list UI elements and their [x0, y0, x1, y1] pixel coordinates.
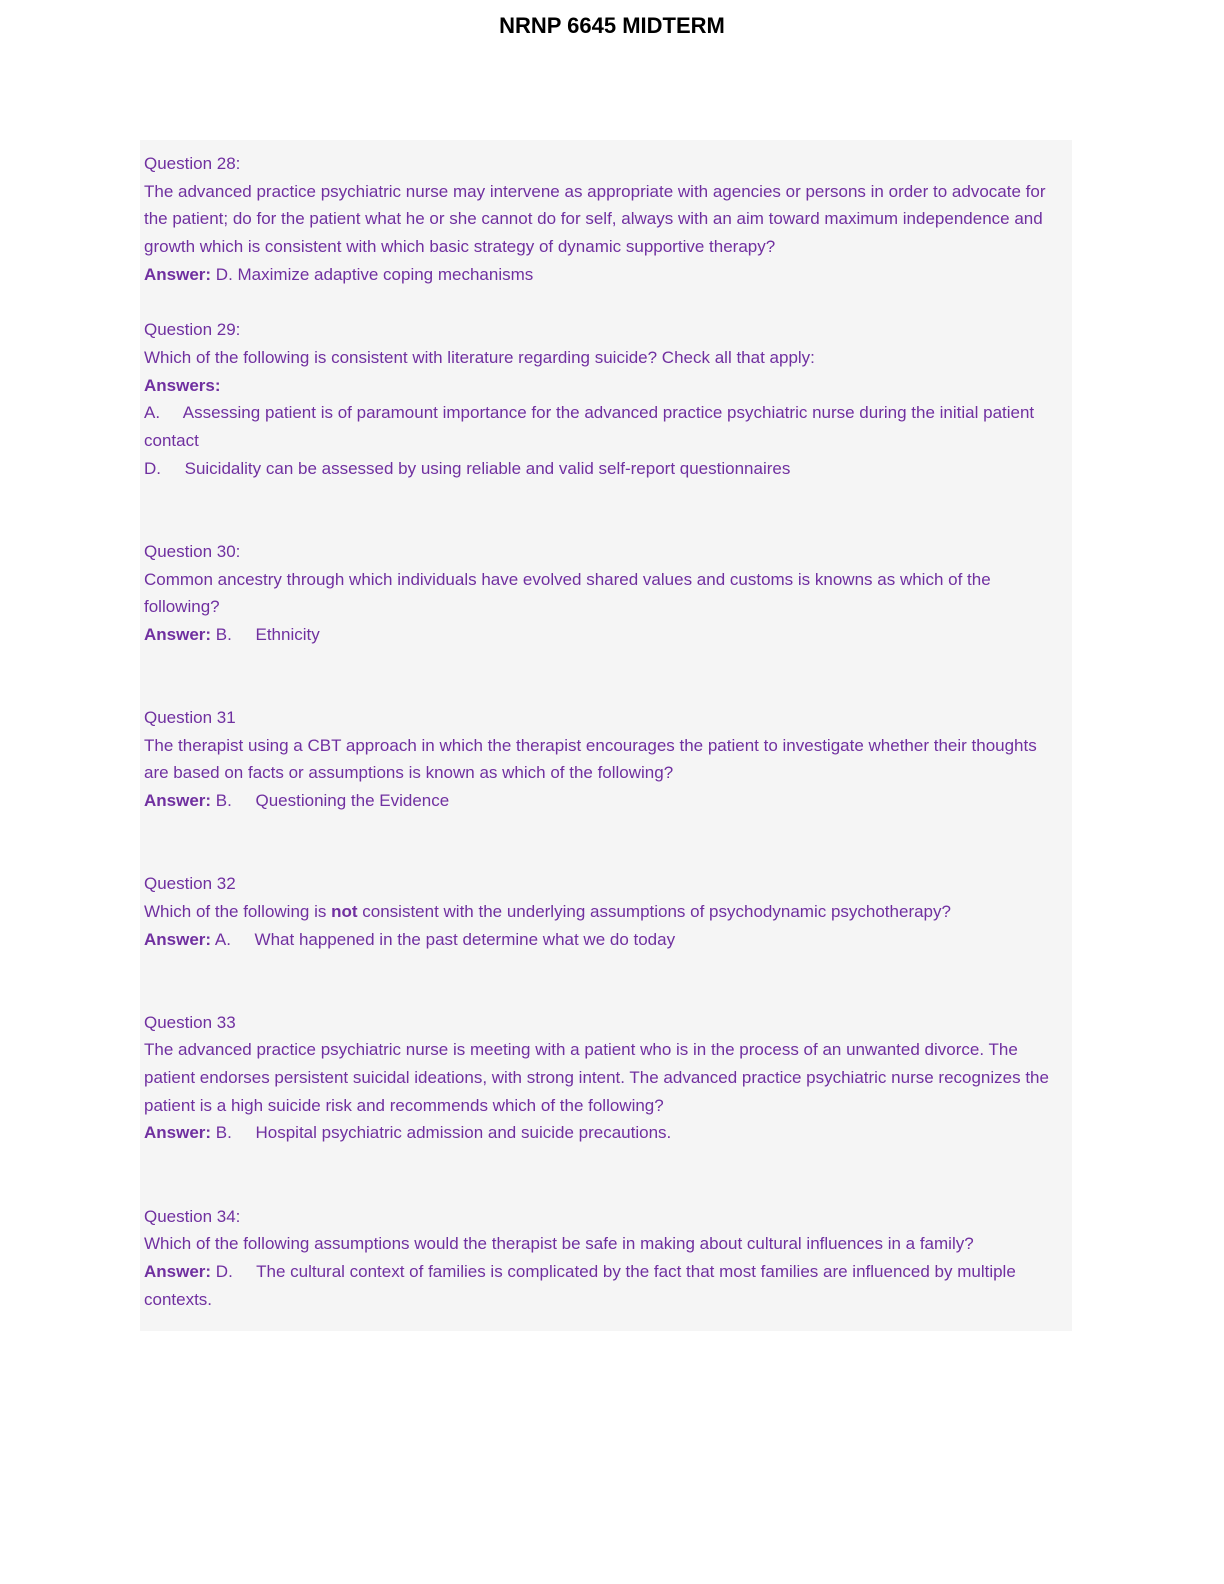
- text-segment: consistent with the underlying assumptions of psychodynamic psychotherapy?: [357, 901, 951, 921]
- document-title: NRNP 6645 MIDTERM: [499, 13, 725, 38]
- blank-line: [144, 815, 1064, 843]
- text-segment: Which of the following is consistent with literature regarding suicide? Check all that apply:: [144, 347, 815, 367]
- text-segment: D. The cultural context of families is complicated by the fact that most families are influenced by multiple contexts.: [144, 1261, 1021, 1309]
- blank-line: [144, 1147, 1064, 1175]
- question-heading: Question 29:: [144, 320, 241, 340]
- question-block: [144, 1009, 1064, 1203]
- bold-text-segment: Answer:: [144, 624, 212, 644]
- text-segment: B. Questioning the Evidence: [211, 791, 450, 811]
- question-heading: Question 30:: [144, 541, 241, 561]
- blank-line: [144, 1175, 1064, 1203]
- bold-text-segment: Answer:: [144, 1123, 212, 1143]
- bold-text-segment: not: [331, 901, 358, 921]
- text-segment: The advanced practice psychiatric nurse may intervene as appropriate with agencies or persons in order to advocate for the patient; do for the patient what he or she cannot do for self, always with an aim toward maximum independence and growth which is consistent with which basic strategy of dynamic supportive therapy?: [144, 181, 1051, 257]
- question-line: [144, 1258, 1064, 1313]
- bold-text-segment: Answer:: [144, 1261, 212, 1281]
- question-line: [144, 399, 1064, 454]
- question-line: [144, 566, 1064, 621]
- question-line: [144, 1230, 1064, 1258]
- question-line: [144, 1119, 1064, 1147]
- blank-line: [144, 649, 1064, 677]
- blank-line: [144, 842, 1064, 870]
- text-segment: Which of the following assumptions would the therapist be safe in making about cultural influences in a family?: [144, 1234, 974, 1254]
- question-line: [144, 261, 1064, 289]
- questions-container: [140, 140, 1072, 1331]
- text-segment: A. What happened in the past determine what we do today: [211, 929, 676, 949]
- text-segment: B. Hospital psychiatric admission and suicide precautions.: [211, 1123, 672, 1143]
- question-line: [144, 1036, 1064, 1119]
- blank-line: [144, 676, 1064, 704]
- text-segment: B. Ethnicity: [211, 624, 320, 644]
- question-block: [144, 150, 1064, 316]
- question-line: [144, 372, 1064, 400]
- blank-line: [144, 510, 1064, 538]
- question-block: [144, 704, 1064, 870]
- blank-line: [144, 953, 1064, 981]
- question-line: [144, 787, 1064, 815]
- text-segment: D. Suicidality can be assessed by using reliable and valid self-report questionnaires: [144, 458, 791, 478]
- text-segment: A. Assessing patient is of paramount importance for the advanced practice psychiatric nurse during the initial patient contact: [144, 403, 1039, 451]
- question-line: [144, 926, 1064, 954]
- question-heading: Question 33: [144, 1012, 236, 1032]
- bold-text-segment: Answer:: [144, 929, 212, 949]
- text-segment: The advanced practice psychiatric nurse is meeting with a patient who is in the process of an unwanted divorce. The patient endorses persistent suicidal ideations, with strong intent. The advanced practice psychiatric nurse recognizes the patient is a high suicide risk and recommends which of the following?: [144, 1040, 1054, 1115]
- text-segment: The therapist using a CBT approach in which the therapist encourages the patient to investigate whether their thoughts are based on facts or assumptions is known as which of the following?: [144, 735, 1042, 783]
- question-block: [144, 1203, 1064, 1314]
- question-line: [144, 344, 1064, 372]
- bold-text-segment: Answer:: [144, 264, 212, 284]
- question-block: [144, 538, 1064, 704]
- bold-text-segment: Answer:: [144, 791, 212, 811]
- question-heading: Question 31: [144, 707, 236, 727]
- question-line: [144, 455, 1064, 483]
- question-line: [144, 898, 1064, 926]
- question-line: [144, 732, 1064, 787]
- question-heading: Question 32: [144, 874, 236, 894]
- question-block: [144, 870, 1064, 1008]
- question-line: [144, 178, 1064, 261]
- question-heading: Question 28:: [144, 154, 241, 173]
- text-segment: D. Maximize adaptive coping mechanisms: [211, 264, 534, 284]
- question-block: [144, 316, 1064, 538]
- blank-line: [144, 482, 1064, 510]
- blank-line: [144, 981, 1064, 1009]
- question-line: [144, 621, 1064, 649]
- text-segment: Which of the following is: [144, 901, 332, 921]
- question-heading: Question 34:: [144, 1206, 241, 1226]
- bold-text-segment: Answers:: [144, 375, 221, 395]
- text-segment: Common ancestry through which individuals have evolved shared values and customs is knowns as which of the following?: [144, 569, 996, 617]
- blank-line: [144, 289, 1064, 317]
